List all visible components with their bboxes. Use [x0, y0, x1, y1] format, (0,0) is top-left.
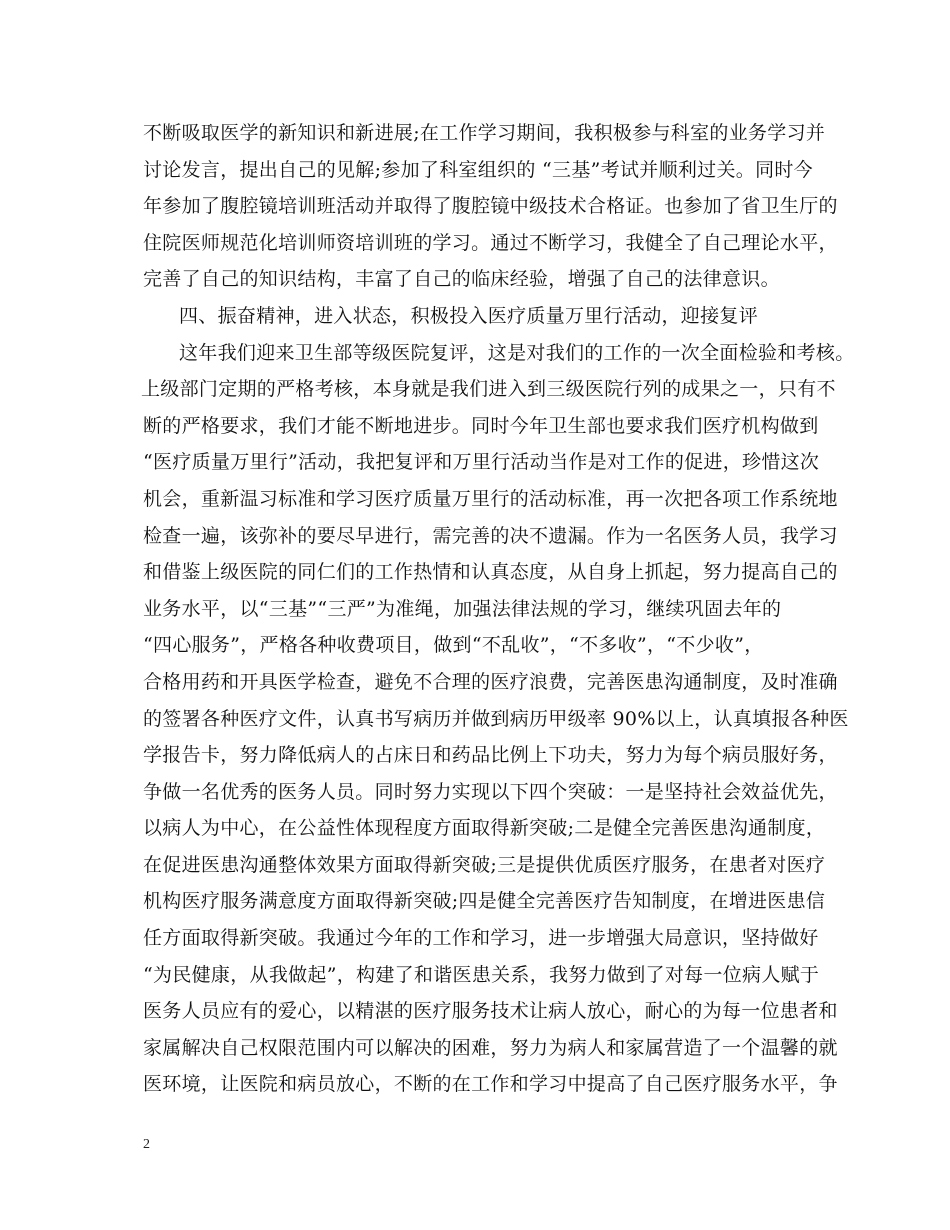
text-line: 的签署各种医疗文件，认真书写病历并做到病历甲级率 90%以上，认真填报各种医 [143, 707, 849, 730]
text-line: “四心服务”，严格各种收费项目，做到“不乱收”，“不多收”，“不少收”， [143, 634, 764, 657]
text-line: 学报告卡，努力降低病人的占床日和药品比例上下功夫，努力为每个病员服好务， [143, 744, 838, 767]
text-line: 年参加了腹腔镜培训班活动并取得了腹腔镜中级技术合格证。也参加了省卫生厅的 [143, 195, 838, 218]
text-line: 以病人为中心，在公益性体现程度方面取得新突破;二是健全完善医患沟通制度， [143, 817, 826, 840]
paragraph-start-line: 这年我们迎来卫生部等级医院复评，这是对我们的工作的一次全面检验和考核。 [179, 341, 855, 364]
page-number: 2 [143, 1137, 150, 1152]
text-line: 住院医师规范化培训师资培训班的学习。通过不断学习，我健全了自己理论水平， [143, 231, 838, 254]
text-line: 任方面取得新突破。我通过今年的工作和学习，进一步增强大局意识，坚持做好 [143, 927, 819, 950]
text-line: 合格用药和开具医学检查，避免不合理的医疗浪费，完善医患沟通制度，及时准确 [143, 670, 838, 693]
text-line: 上级部门定期的严格考核，本身就是我们进入到三级医院行列的成果之一，只有不 [141, 378, 836, 401]
text-line: 讨论发言，提出自己的见解;参加了科室组织的 “三基”考试并顺利过关。同时今 [143, 158, 813, 181]
text-line: 机会，重新温习标准和学习医疗质量万里行的活动标准，再一次把各项工作系统地 [143, 487, 838, 510]
text-line: 家属解决自己权限范围内可以解决的困难，努力为病人和家属营造了一个温馨的就 [143, 1036, 838, 1059]
text-line: 在促进医患沟通整体效果方面取得新突破;三是提供优质医疗服务，在患者对医疗 [143, 853, 826, 876]
section-heading: 四、振奋精神，进入状态，积极投入医疗质量万里行活动，迎接复评 [179, 304, 759, 327]
body-text [141, 115, 855, 1103]
text-line: 不断吸取医学的新知识和新进展;在工作学习期间，我积极参与科室的业务学习并 [143, 122, 826, 144]
text-line: 业务水平，以“三基”“三严”为准绳，加强法律法规的学习，继续巩固去年的 [143, 597, 782, 620]
text-line: 完善了自己的知识结构，丰富了自己的临床经验，增强了自己的法律意识。 [143, 268, 780, 291]
text-line: 争做一名优秀的医务人员。同时努力实现以下四个突破：一是坚持社会效益优先， [143, 780, 838, 803]
text-line: “为民健康，从我做起”，构建了和谐医患关系，我努力做到了对每一位病人赋于 [143, 963, 820, 986]
text-line: 医务人员应有的爱心，以精湛的医疗服务技术让病人放心，耐心的为每一位患者和 [143, 1000, 838, 1023]
text-line: 检查一遍，该弥补的要尽早进行，需完善的决不遗漏。作为一名医务人员，我学习 [143, 524, 838, 547]
text-line: 和借鉴上级医院的同仁们的工作热情和认真态度，从自身上抓起，努力提高自己的 [143, 561, 838, 584]
text-line: 机构医疗服务满意度方面取得新突破;四是健全完善医疗告知制度，在增进医患信 [143, 890, 826, 913]
text-line: “医疗质量万里行”活动，我把复评和万里行活动当作是对工作的促进，珍惜这次 [143, 451, 820, 474]
text-line: 断的严格要求，我们才能不断地进步。同时今年卫生部也要求我们医疗机构做到 [143, 414, 819, 437]
text-line: 医环境，让医院和病员放心，不断的在工作和学习中提高了自己医疗服务水平，争 [143, 1073, 838, 1096]
